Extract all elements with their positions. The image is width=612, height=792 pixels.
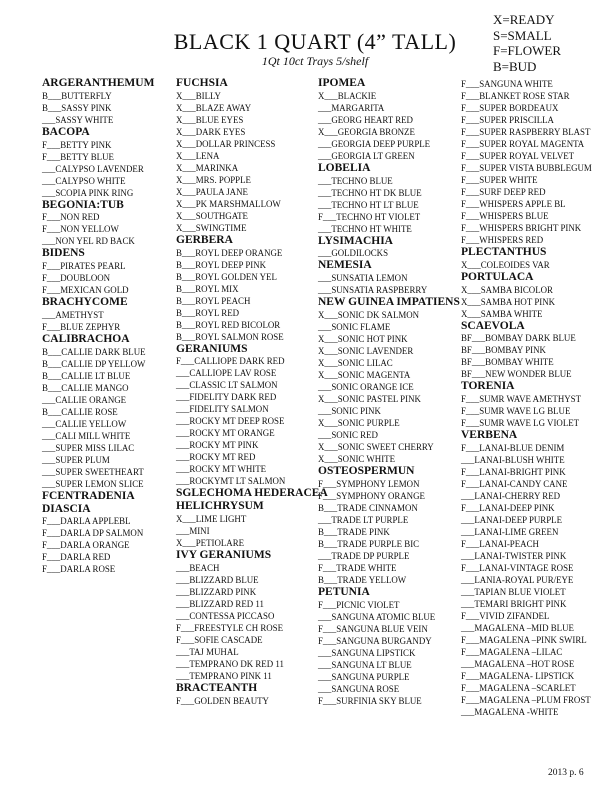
variety-item: F___SUPER BORDEAUX [461, 103, 559, 113]
variety-item: F___SUPER RASPBERRY BLAST [461, 127, 591, 137]
variety-item: F___SUPER ROYAL MAGENTA [461, 139, 585, 149]
variety-item: F___SUPER VISTA BUBBLEGUM [461, 163, 592, 173]
variety-item: ___SUPER LEMON SLICE [42, 478, 144, 489]
variety-item: F___SANGUNA WHITE [461, 79, 553, 89]
variety-item: X___SWINGTIME [176, 222, 247, 233]
plant-section [176, 682, 316, 707]
variety-item: F___BLANKET ROSE STAR [461, 91, 570, 101]
variety-item: F___SURF DEEP RED [461, 187, 546, 197]
variety-item: F___MAGALENA –SCARLET [461, 682, 576, 693]
variety-item: B___ROYL GOLDEN YEL [176, 271, 277, 282]
variety-item: F___PICNIC VIOLET [318, 599, 400, 610]
variety-item: F___WHISPERS BLUE [461, 211, 549, 221]
variety-item: B___ROYL RED BICOLOR [176, 319, 281, 330]
variety-item: F___SYMPHONY LEMON [318, 478, 420, 489]
column-2 [176, 77, 328, 707]
variety-item: ___ROCKY MT RED [176, 452, 256, 463]
variety-item: ___TEMPRANO DK RED 11 [176, 658, 284, 669]
column-3 [318, 77, 458, 707]
variety-item: ___SUPER PLUM [42, 454, 110, 465]
variety-item: X___SONIC LAVENDER [318, 345, 414, 356]
plant-section [461, 380, 611, 429]
section-heading: PLECTANTHUS [461, 246, 547, 258]
variety-item: F___SOFIE CASCADE [176, 634, 263, 645]
plant-section [176, 549, 316, 682]
variety-item: ___TEMPRANO PINK 11 [176, 670, 272, 681]
plant-section [42, 199, 174, 248]
variety-item: X___PETIOLARE [176, 537, 245, 548]
variety-item: X___COLEOIDES VAR [461, 259, 550, 270]
variety-item: F___SUMR WAVE AMETHYST [461, 394, 581, 405]
variety-item: ___CALI MILL WHITE [42, 430, 131, 441]
variety-item: B___CALLIE LT BLUE [42, 370, 131, 381]
section-heading: PETUNIA [318, 585, 370, 598]
variety-item: ___FIDELITY DARK RED [176, 392, 277, 403]
variety-item: ___ROCKY MT WHITE [176, 464, 267, 475]
variety-item: X___SOUTHGATE [176, 210, 248, 221]
variety-item: ___SUNSATIA LEMON [318, 273, 408, 284]
variety-item: ___CONTESSA PICCASO [176, 610, 275, 621]
status-legend [493, 12, 561, 74]
section-heading: NEMESIA [318, 259, 372, 272]
legend-flower: F=FLOWER [493, 43, 562, 58]
plant-section [176, 343, 316, 488]
plant-section [318, 586, 458, 707]
variety-item: B___ROYL DEEP ORANGE [176, 247, 283, 258]
plant-section [42, 503, 174, 576]
plant-section [318, 465, 458, 586]
variety-item: ___SONIC ORANGE ICE [318, 381, 414, 392]
variety-item: B___SASSY PINK [42, 102, 112, 113]
variety-item: X___LIME LIGHT [176, 513, 247, 524]
variety-item: X___DARK EYES [176, 126, 246, 137]
variety-item: ___SUNSATIA RASPBERRY [318, 285, 428, 296]
section-heading: BRACTEANTH [176, 681, 258, 694]
variety-item: X___BLAZE AWAY [176, 102, 252, 113]
variety-item: ___SANGUNA ATOMIC BLUE [318, 611, 436, 622]
variety-item: F___SYMPHONY ORANGE [318, 490, 425, 501]
plant-section [176, 487, 328, 500]
variety-item: F___LANAI-VINTAGE ROSE [461, 562, 574, 573]
variety-item: F___DARLA APPLEBL [42, 516, 131, 527]
variety-item: F___NON RED [42, 212, 100, 223]
legend-bud: B=BUD [493, 58, 537, 74]
variety-item: F___SUPER WHITE [461, 175, 538, 185]
variety-item: X___SONIC HOT PINK [318, 333, 408, 344]
variety-item: F___LANAI-CANDY CANE [461, 478, 568, 489]
variety-item: F___VIVID ZIFANDEL [461, 610, 550, 621]
variety-item: X___GEORGIA BRONZE [318, 126, 415, 137]
variety-item: F___MAGALENA –LILAC [461, 646, 563, 657]
variety-item: ___ROCKY MT ORANGE [176, 428, 275, 439]
variety-item: ___TRADE LT PURPLE [318, 514, 409, 525]
plant-section [42, 490, 174, 503]
variety-item: X___SONIC SWEET CHERRY [318, 441, 434, 452]
variety-item: ___SASSY WHITE [42, 114, 114, 125]
section-heading: IVY GERANIUMS [176, 548, 272, 561]
variety-item: ___SONIC FLAME [318, 321, 391, 332]
variety-item: ___CALYPSO WHITE [42, 175, 126, 186]
variety-item: F___DARLA DP SALMON [42, 528, 144, 539]
plant-section [318, 259, 458, 296]
plant-section [461, 78, 611, 246]
variety-item: ___LANAI-BLUSH WHITE [461, 454, 565, 465]
variety-item: B___CALLIE ROSE [42, 406, 118, 417]
section-heading: ARGERANTHEMUM [42, 77, 155, 89]
variety-item: X___PK MARSHMALLOW [176, 198, 281, 209]
variety-item: F___SUPER PRISCILLA [461, 115, 554, 125]
variety-item: ___CALLIOPE LAV ROSE [176, 368, 277, 379]
variety-item: F___SUMR WAVE LG BLUE [461, 406, 571, 417]
variety-item: F___BETTY PINK [42, 139, 112, 150]
variety-item: X___SONIC LILAC [318, 357, 393, 368]
variety-item: ___BLIZZARD RED 11 [176, 598, 264, 609]
plant-section [42, 333, 174, 490]
variety-item: B___TRADE PURPLE BIC [318, 538, 420, 549]
variety-item: F___FREESTYLE CH ROSE [176, 622, 284, 633]
variety-item: B___ROYL PEACH [176, 295, 251, 306]
variety-item: ___LANAI-CHERRY RED [461, 490, 561, 501]
variety-item: ___SUPER SWEETHEART [42, 466, 144, 477]
variety-item: F___GOLDEN BEAUTY [176, 695, 269, 706]
variety-item: F___DARLA ORANGE [42, 540, 130, 551]
variety-item: F___SURFINIA SKY BLUE [318, 695, 422, 706]
variety-item: ___FIDELITY SALMON [176, 404, 269, 415]
variety-item: F___BLUE ZEPHYR [42, 321, 121, 332]
variety-item: B___CALLIE DARK BLUE [42, 346, 146, 357]
variety-item: F___WHISPERS BRIGHT PINK [461, 223, 582, 233]
plant-section [176, 77, 316, 234]
variety-item: BF___NEW WONDER BLUE [461, 369, 572, 380]
variety-item: ___SONIC RED [318, 429, 378, 440]
section-heading: GERANIUMS [176, 342, 248, 355]
plant-section [42, 296, 174, 333]
variety-item: ___LANIA-ROYAL PUR/EYE [461, 574, 574, 585]
column-1 [42, 77, 174, 575]
plant-section [42, 77, 174, 126]
variety-item: ___SANGUNA PURPLE [318, 671, 410, 682]
section-heading: FCENTRADENIA [42, 489, 135, 502]
variety-item: ___AMETHYST [42, 309, 104, 320]
section-heading: BRACHYCOME [42, 296, 128, 309]
variety-item: F___MAGALENA –PLUM FROST [461, 694, 591, 705]
variety-item: ___CALYPSO LAVENDER [42, 163, 144, 174]
variety-item: F___SUMR WAVE LG VIOLET [461, 418, 580, 429]
variety-item: ___GEORGIA LT GREEN [318, 150, 415, 161]
variety-item: ___SUPER MISS LILAC [42, 442, 135, 453]
variety-item: F___TECHNO HT VIOLET [318, 211, 421, 222]
variety-item: B___BUTTERFLY [42, 90, 112, 101]
plant-section [461, 320, 611, 381]
plant-section [318, 162, 458, 235]
variety-item: B___ROYL MIX [176, 283, 239, 294]
variety-item: ___MARGARITA [318, 102, 385, 113]
variety-item: F___LANAI-DEEP PINK [461, 502, 555, 513]
section-heading: HELICHRYSUM [176, 500, 264, 513]
variety-item: ___LANAI-DEEP PURPLE [461, 514, 562, 525]
page-subtitle: 1Qt 10ct Trays 5/shelf [261, 54, 369, 68]
column-4 [461, 78, 611, 718]
variety-item: ___SONIC PINK [318, 405, 381, 416]
variety-item: F___LANAI-PEACH [461, 538, 539, 549]
variety-item: B___CALLIE DP YELLOW [42, 358, 146, 369]
variety-item: BF___BOMBAY PINK [461, 345, 546, 356]
section-heading: CALIBRACHOA [42, 332, 130, 345]
variety-item: F___NON YELLOW [42, 224, 119, 235]
variety-item: X___MRS. POPPLE [176, 174, 251, 185]
variety-item: ___CALLIE YELLOW [42, 418, 127, 429]
variety-item: ___SANGUNA ROSE [318, 683, 400, 694]
variety-item: ___SANGUNA LIPSTICK [318, 647, 416, 658]
variety-item: B___ROYL RED [176, 307, 240, 318]
variety-item: ___TAJ MUHAL [176, 646, 239, 657]
page-footer: 2013 p. 6 [548, 768, 584, 778]
variety-item: F___BETTY BLUE [42, 151, 114, 162]
plant-section [42, 126, 174, 199]
variety-item: ___TRADE DP PURPLE [318, 550, 410, 561]
variety-item: B___CALLIE MANGO [42, 382, 129, 393]
variety-item: ___SCOPIA PINK RING [42, 187, 134, 198]
variety-item: F___MAGALENA- LIPSTICK [461, 670, 575, 681]
variety-item: F___DOUBLOON [42, 273, 111, 284]
variety-item: F___PIRATES PEARL [42, 261, 126, 272]
variety-item: ___GEORG HEART RED [318, 114, 413, 125]
variety-item: F___WHISPERS RED [461, 235, 544, 245]
section-heading: OSTEOSPERMUN [318, 464, 415, 477]
variety-item: ___TECHNO HT WHITE [318, 223, 412, 234]
plant-section [42, 247, 174, 296]
variety-item: X___DOLLAR PRINCESS [176, 138, 276, 149]
plant-section [318, 296, 458, 465]
variety-item: ___CALLIE ORANGE [42, 394, 127, 405]
variety-item: ___TECHNO HT DK BLUE [318, 187, 422, 198]
variety-item: X___BILLY [176, 90, 221, 101]
plant-section [176, 234, 316, 343]
section-heading: SCAEVOLA [461, 319, 525, 332]
variety-item: ___LANAI-LIME GREEN [461, 526, 559, 537]
variety-item: F___DARLA ROSE [42, 564, 116, 575]
variety-item: X___BLUE EYES [176, 114, 244, 125]
plant-section [176, 500, 316, 549]
page-title: BLACK 1 QUART (4” TALL) [173, 29, 457, 54]
section-heading: NEW GUINEA IMPATIENS [318, 296, 460, 309]
variety-item: ___GEORGIA DEEP PURPLE [318, 138, 431, 149]
variety-item: ___SANGUNA LT BLUE [318, 659, 412, 670]
variety-item: ___NON YEL RD BACK [42, 236, 135, 247]
section-heading: GERBERA [176, 233, 233, 246]
variety-item: X___SONIC PURPLE [318, 417, 400, 428]
variety-item: B___TRADE CINNAMON [318, 502, 418, 513]
variety-item: F___CALLIOPE DARK RED [176, 356, 285, 367]
variety-item: B___TRADE YELLOW [318, 574, 407, 585]
variety-item: F___DARLA RED [42, 552, 111, 563]
variety-item: BF___BOMBAY DARK BLUE [461, 333, 576, 344]
legend-small: S=SMALL [493, 27, 552, 43]
variety-item: X___SONIC PASTEL PINK [318, 393, 421, 404]
variety-item: ___LANAI-TWISTER PINK [461, 550, 567, 561]
variety-item: ___ROCKYMT LT SALMON [176, 476, 286, 487]
section-heading: BACOPA [42, 125, 90, 138]
variety-item: ___TEMARI BRIGHT PINK [461, 598, 567, 609]
variety-item: ___MINI [176, 525, 210, 536]
variety-item: F___WHISPERS APPLE BL [461, 199, 566, 209]
plant-section [318, 77, 458, 162]
variety-item: X___MARINKA [176, 162, 239, 173]
variety-item: X___LENA [176, 150, 220, 161]
section-heading: TORENIA [461, 380, 515, 393]
variety-item: X___SONIC WHITE [318, 453, 395, 464]
section-heading: BIDENS [42, 247, 85, 260]
variety-item: ___MAGALENA -WHITE [461, 706, 559, 717]
variety-item: X___SAMBA BICOLOR [461, 284, 553, 295]
variety-item: ___TECHNO BLUE [318, 175, 393, 186]
variety-item: B___ROYL SALMON ROSE [176, 331, 284, 342]
section-heading: LOBELIA [318, 161, 371, 174]
variety-item: ___GOLDILOCKS [318, 248, 389, 259]
variety-item: X___SONIC DK SALMON [318, 309, 420, 320]
section-heading: BEGONIA:TUB [42, 198, 124, 211]
variety-item: X___SAMBA WHITE [461, 308, 543, 319]
variety-item: BF___BOMBAY WHITE [461, 357, 554, 368]
variety-item: ___CLASSIC LT SALMON [176, 380, 278, 391]
section-heading: IPOMEA [318, 77, 366, 89]
variety-item: ___BLIZZARD BLUE [176, 574, 259, 585]
section-heading: FUCHSIA [176, 77, 228, 89]
variety-item: B___ROYL DEEP PINK [176, 259, 267, 270]
variety-item: X___BLACKIE [318, 90, 377, 101]
variety-item: ___MAGALENA –HOT ROSE [461, 658, 575, 669]
variety-item: ___MAGALENA –MID BLUE [461, 622, 574, 633]
variety-item: F___MAGALENA –PINK SWIRL [461, 634, 587, 645]
plant-section [461, 246, 611, 271]
plant-section [461, 271, 611, 320]
variety-item: ___TAPIAN BLUE VIOLET [461, 586, 566, 597]
variety-item: F___SANGUNA BLUE VEIN [318, 623, 428, 634]
variety-item: X___PAULA JANE [176, 186, 248, 197]
variety-item: F___MEXICAN GOLD [42, 285, 129, 296]
variety-item: B___TRADE PINK [318, 526, 390, 537]
variety-item: F___LANAI-BLUE DENIM [461, 442, 565, 453]
section-heading: LYSIMACHIA [318, 234, 393, 247]
section-heading: VERBENA [461, 429, 518, 442]
plant-section [318, 235, 458, 260]
section-heading: PORTULACA [461, 270, 534, 283]
variety-item: ___TECHNO HT LT BLUE [318, 199, 419, 210]
section-heading: SGLECHOMA HEDERACEA [176, 487, 328, 500]
variety-item: X___SAMBA HOT PINK [461, 296, 556, 307]
variety-item: ___BLIZZARD PINK [176, 586, 257, 597]
variety-item: F___SANGUNA BURGANDY [318, 635, 432, 646]
legend-ready: X=READY [493, 12, 555, 27]
variety-item: ___ROCKY MT DEEP ROSE [176, 416, 285, 427]
section-heading: DIASCIA [42, 502, 91, 515]
variety-item: F___LANAI-BRIGHT PINK [461, 466, 566, 477]
variety-item: F___TRADE WHITE [318, 562, 397, 573]
variety-item: ___BEACH [176, 562, 220, 573]
variety-item: X___SONIC MAGENTA [318, 369, 411, 380]
variety-item: ___ROCKY MT PINK [176, 440, 259, 451]
variety-item: F___SUPER ROYAL VELVET [461, 151, 575, 161]
plant-section [461, 429, 611, 718]
